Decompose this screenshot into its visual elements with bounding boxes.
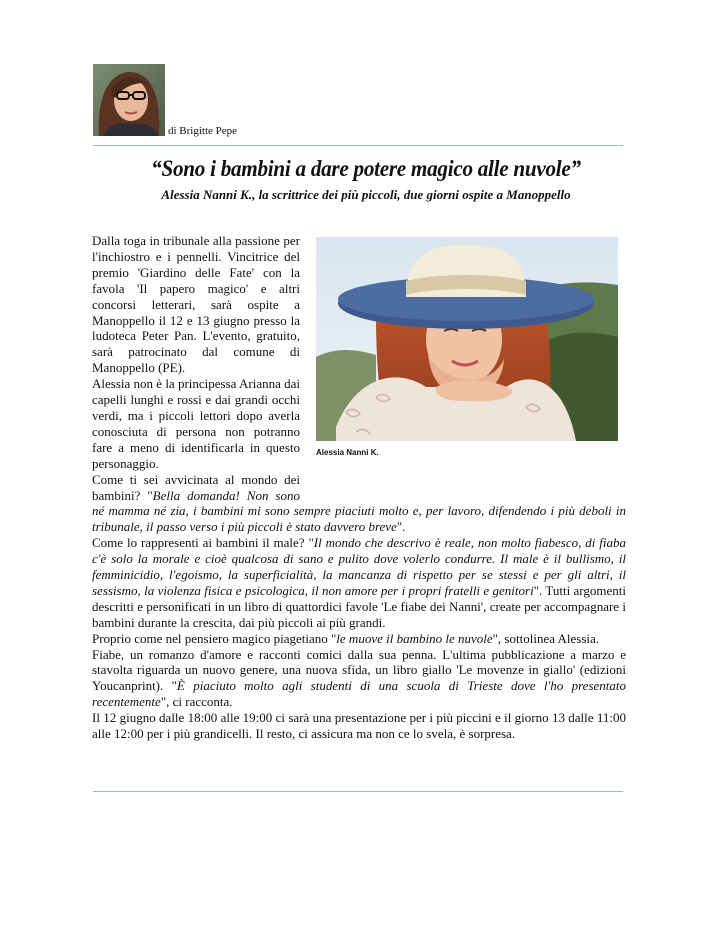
paragraph-5-start: Proprio come nel pensiero magico piagetiano "	[92, 630, 337, 646]
question-1: Come ti sei avvicinata al mondo dei bambini? "	[92, 471, 300, 503]
answer-1: Bella domanda! Non sono né mamma né zia, i bambini mi sono sempre piaciuti molto e, per lavoro, difendendo i più deboli in tribunale, il passo verso i più piccoli è stato davvero breve	[92, 487, 626, 535]
paragraph-5-end: ", sottolinea Alessia.	[492, 630, 600, 646]
article-body	[92, 233, 626, 742]
answer-1-end: ".	[396, 519, 406, 535]
paragraph-5-quote: le muove il bambino le nuvole	[336, 630, 493, 646]
paragraph-4	[92, 535, 626, 630]
subheadline: Alessia Nanni K., la scrittrice dei più piccoli, due giorni ospite a Manoppello	[161, 187, 571, 202]
paragraph-1: Dalla toga in tribunale alla passione per l'inchiostro e i pennelli. Vincitrice del premio 'Giardino delle Fate' con la favola 'Il papero magico' e altri concorsi letterari, sarà ospite a Manoppello il 12 e 13 giugno presso la ludoteca Peter Pan. L'evento, gratuito, sarà patrocinato dal comune di Manoppello (PE).	[92, 233, 300, 376]
paragraph-5	[92, 631, 626, 647]
answer-2: Il mondo che descrivo è reale, non molto fiabesco, di fiaba c'è solo la morale e cioè qualcosa di sano e pulito dove volerlo condurre. Il male è il bullismo, il femminicidio, l'egoismo, la superficialità, la mancanza di rispetto per se stessi e per gli altri, il sessismo, la violenza fisica e psicologica, il non amore per i propri fratelli e genitori	[92, 535, 627, 598]
portrait-photo	[316, 237, 618, 441]
paragraph-7: Il 12 giugno dalle 18:00 alle 19:00 ci sarà una presentazione per i più piccini e il giorno 13 dalle 11:00 alle 12:00 per i più grandicelli. Il resto, ci assicura ma non ce lo svela, è sorpresa.	[92, 710, 626, 742]
portrait-figure	[316, 237, 634, 495]
top-divider	[93, 145, 623, 146]
author-photo	[93, 64, 165, 136]
paragraph-6-start: Fiabe, un romanzo d'amore e racconti comici dalla sua penna. L'ultima pubblicazione a marzo e stavolta riguarda un nuovo genere, una nuova sfida, un libro giallo 'Le movenze in giallo' (edizioni Youcanprint). "	[92, 646, 626, 694]
paragraph-2: Alessia non è la principessa Arianna dai capelli lunghi e rossi e dai grandi occhi verdi, ma i piccoli lettori dopo averla conosciuta di persona non potranno fare a meno di identificarla in questo personaggio.	[92, 376, 300, 471]
photo-caption: Alessia Nanni K.	[316, 448, 379, 457]
byline: di Brigitte Pepe	[168, 125, 238, 137]
question-2: Come lo rappresenti ai bambini il male? "	[92, 535, 314, 551]
answer-2-end: ". Tutti argomenti descritti e personificati in un libro di quattordici favole 'Le fiabe dei Nanni', create per accompagnare i bambini durante la crescita, dai più piccoli ai più grandi.	[92, 582, 626, 630]
paragraph-6	[92, 647, 626, 711]
paragraph-6-quote: È piaciuto molto agli studenti di una scuola di Trieste dove l'ho presentato recentemente	[92, 678, 626, 710]
bottom-divider	[93, 791, 623, 792]
headline: “Sono i bambini a dare potere magico alle nuvole”	[151, 156, 581, 181]
paragraph-6-end: ", ci racconta.	[160, 694, 233, 710]
